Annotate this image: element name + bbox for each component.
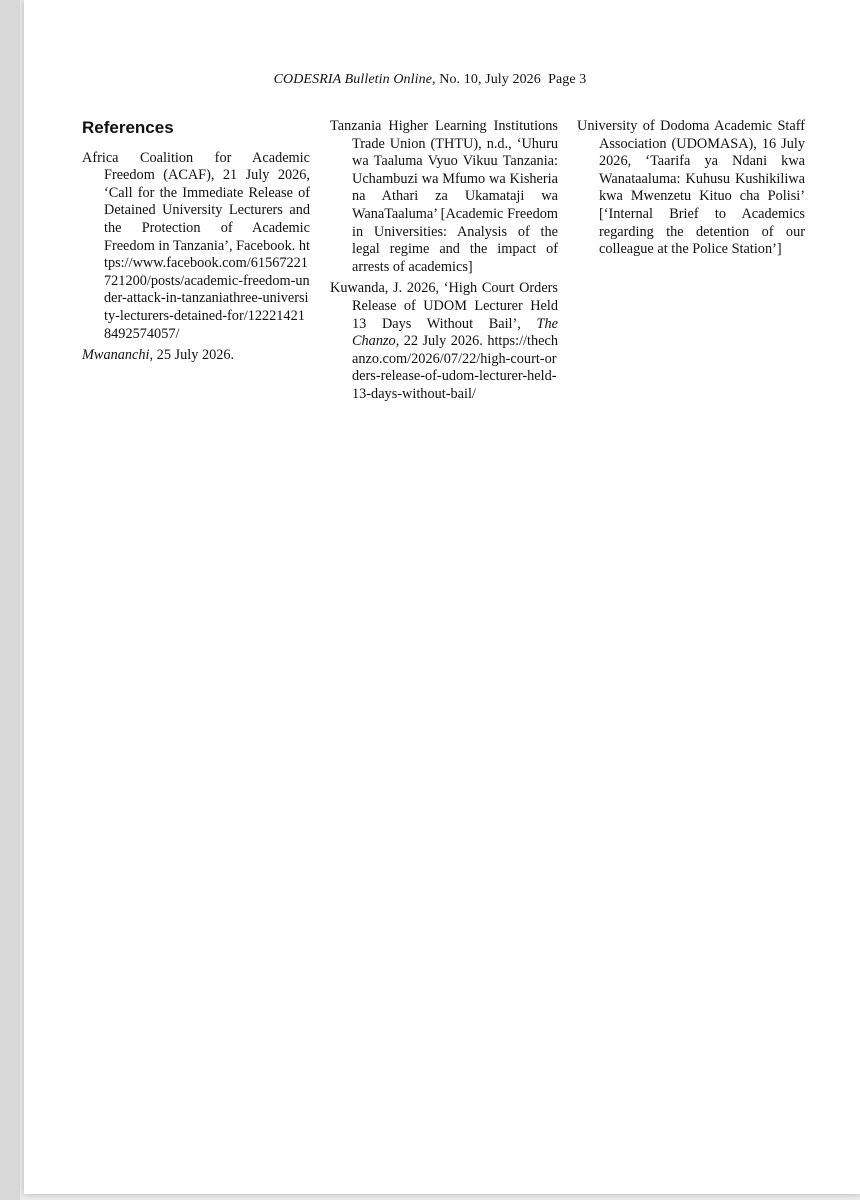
reference-kuwanda-text: Kuwanda, J. 2026, ‘High Court Orders Release of UDOM Lecturer Held 13 Days Without Bail’, — [330, 280, 558, 332]
issue-info: , No. 10, July 2026 — [432, 72, 541, 87]
references-column-1 — [82, 118, 310, 369]
references-heading: References — [82, 118, 174, 137]
reference-kuwanda — [330, 280, 558, 403]
running-header — [0, 72, 860, 88]
reference-acaf-url[interactable]: https://www.facebook.com/61567221721200/posts/academic-freedom-under-attack-in-tanzaniathree-university-lecturers-detained-for/122214218492574057/ — [104, 237, 310, 342]
reference-thtu-text: Tanzania Higher Learning Institutions Trade Union (THTU), n.d., ‘Uhuru wa Taaluma Vyuo Vikuu Tanzania: Uchambuzi wa Mfumo wa Kisheria na Athari za Ukamataji wa WanaTaaluma’ [Academic Freedom in Universities: Analysis of the legal regime and the impact of arrests of academics] — [330, 118, 558, 275]
reference-thtu — [330, 118, 558, 276]
page-number: Page 3 — [548, 72, 587, 87]
publication-title: CODESRIA Bulletin Online — [273, 72, 433, 87]
reference-kuwanda-url[interactable]: https://thechanzo.com/2026/07/22/high-court-orders-release-of-udom-lecturer-held-13-days-without-bail/ — [352, 333, 558, 402]
reference-udomasa-text: University of Dodoma Academic Staff Association (UDOMASA), 16 July 2026, ‘Taarifa ya Ndani kwa Wanataaluma: Kuhusu Kushikiliwa kwa Mwenzetu Kituo cha Polisi’ [‘Internal Brief to Academics regarding the detention of our colleague at the Police Station’] — [577, 118, 805, 258]
reference-acaf — [82, 150, 310, 344]
reference-kuwanda-date: , 22 July 2026. — [395, 333, 488, 350]
references-column-3 — [577, 118, 805, 263]
reference-acaf-text: Africa Coalition for Academic Freedom (ACAF), 21 July 2026, ‘Call for the Immediate Release of Detained University Lecturers and the Protection of Academic Freedom in Tanzania’, Facebook. — [82, 149, 310, 254]
references-column-2 — [330, 118, 558, 408]
reference-mwananchi — [82, 347, 310, 365]
reference-kuwanda-source: The Chanzo — [352, 315, 558, 350]
reference-mwananchi-source: Mwananchi — [82, 347, 150, 364]
reference-mwananchi-date: , 25 July 2026. — [149, 347, 235, 364]
reference-udomasa — [577, 118, 805, 259]
